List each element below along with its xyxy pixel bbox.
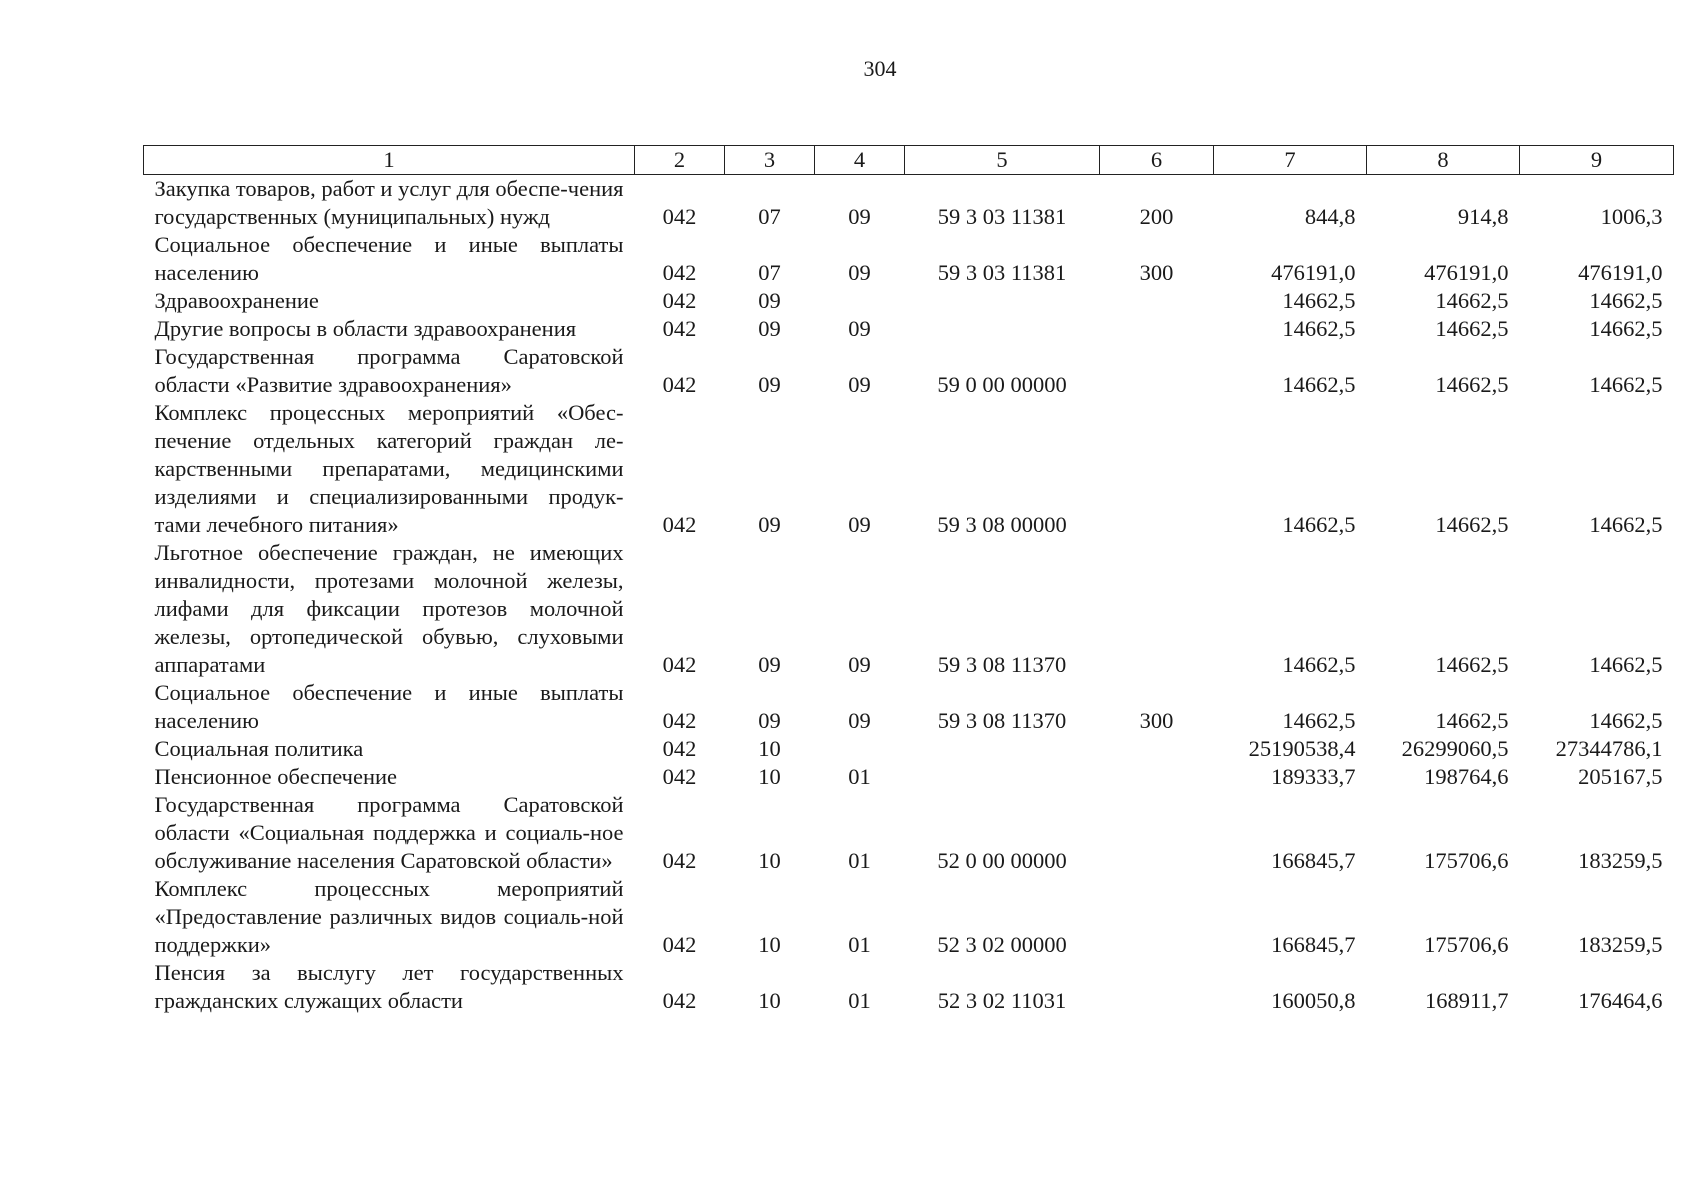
page-number: 304 [863, 56, 897, 81]
row-gr-cell: 042 [662, 764, 697, 789]
row-year2-cell: 198764,6 [1424, 764, 1509, 789]
row-rz-cell: 10 [758, 764, 781, 789]
table-row [144, 791, 1674, 875]
row-name-cell: Другие вопросы в области здравоохранения [154, 316, 577, 341]
row-rz-cell: 09 [758, 316, 781, 341]
table-row [144, 735, 1674, 763]
row-name-cell: Государственная программа Саратовской области «Развитие здравоохранения» [154, 344, 624, 397]
row-name-cell: Комплекс процессных мероприятий «Обес-печение отдельных категорий граждан ле-карственными препаратами, медицинскими изделиями и специализированными продук-тами лечебного питания» [154, 400, 624, 537]
table-row [144, 679, 1674, 735]
header-col-9: 9 [1520, 146, 1674, 175]
row-year1-cell: 14662,5 [1282, 288, 1356, 313]
table-row [144, 399, 1674, 539]
row-year2-cell: 175706,6 [1424, 848, 1509, 873]
row-rz-cell: 10 [758, 932, 781, 957]
row-year1-cell: 166845,7 [1271, 848, 1356, 873]
row-pr-cell [815, 735, 905, 763]
row-year2-cell: 168911,7 [1424, 988, 1509, 1013]
header-col-6: 6 [1100, 146, 1214, 175]
row-year1-cell: 844,8 [1304, 204, 1356, 229]
header-col-7: 7 [1214, 146, 1367, 175]
row-gr-cell: 042 [662, 652, 697, 677]
row-vr-cell [1100, 287, 1214, 315]
row-gr-cell: 042 [662, 708, 697, 733]
header-col-8: 8 [1367, 146, 1520, 175]
row-gr-cell: 042 [662, 372, 697, 397]
row-year3-cell: 476191,0 [1578, 260, 1663, 285]
row-vr-cell [1100, 399, 1214, 539]
row-year3-cell: 14662,5 [1589, 708, 1663, 733]
table-row [144, 175, 1674, 232]
row-pr-cell: 09 [848, 316, 871, 341]
row-rz-cell: 10 [758, 848, 781, 873]
table-header [144, 146, 1674, 175]
row-year1-cell: 476191,0 [1271, 260, 1356, 285]
row-year1-cell: 166845,7 [1271, 932, 1356, 957]
row-csr-cell [905, 315, 1100, 343]
row-year1-cell: 14662,5 [1282, 316, 1356, 341]
table-row [144, 231, 1674, 287]
table-row [144, 315, 1674, 343]
row-vr-cell [1100, 791, 1214, 875]
row-year1-cell: 14662,5 [1282, 708, 1356, 733]
row-vr-cell [1100, 959, 1214, 1015]
row-year3-cell: 183259,5 [1578, 932, 1663, 957]
table-row [144, 763, 1674, 791]
row-rz-cell: 09 [758, 708, 781, 733]
header-row [144, 146, 1674, 175]
row-year2-cell: 14662,5 [1435, 708, 1509, 733]
row-year1-cell: 189333,7 [1271, 764, 1356, 789]
table-row [144, 287, 1674, 315]
row-pr-cell: 09 [848, 204, 871, 229]
row-year3-cell: 14662,5 [1589, 316, 1663, 341]
row-pr-cell: 01 [848, 848, 871, 873]
row-name-cell: Льготное обеспечение граждан, не имеющих инвалидности, протезами молочной железы, лифами для фиксации протезов молочной железы, ортопедической обувью, слуховыми аппаратами [154, 540, 624, 677]
row-gr-cell: 042 [662, 288, 697, 313]
row-csr-cell [905, 287, 1100, 315]
row-gr-cell: 042 [662, 316, 697, 341]
row-year3-cell: 14662,5 [1589, 288, 1663, 313]
row-vr-cell: 200 [1139, 204, 1174, 229]
table-row [144, 343, 1674, 399]
row-csr-cell: 52 0 00 00000 [937, 848, 1067, 873]
header-col-4: 4 [815, 146, 905, 175]
row-year2-cell: 175706,6 [1424, 932, 1509, 957]
row-year1-cell: 14662,5 [1282, 372, 1356, 397]
row-rz-cell: 10 [758, 988, 781, 1013]
row-vr-cell [1100, 343, 1214, 399]
row-vr-cell: 300 [1139, 260, 1174, 285]
row-year2-cell: 14662,5 [1435, 512, 1509, 537]
row-csr-cell [905, 763, 1100, 791]
row-name-cell: Комплекс процессных мероприятий «Предоставление различных видов социаль-ной поддержки» [154, 876, 624, 957]
row-csr-cell: 59 3 08 11370 [937, 708, 1067, 733]
row-gr-cell: 042 [662, 932, 697, 957]
row-csr-cell: 52 3 02 11031 [937, 988, 1067, 1013]
row-name-cell: Социальная политика [154, 736, 364, 761]
header-col-5: 5 [905, 146, 1100, 175]
header-col-3: 3 [725, 146, 815, 175]
row-year3-cell: 176464,6 [1578, 988, 1663, 1013]
row-csr-cell: 59 3 08 11370 [937, 652, 1067, 677]
header-col-2: 2 [635, 146, 725, 175]
row-pr-cell: 09 [848, 512, 871, 537]
row-year2-cell: 26299060,5 [1401, 736, 1509, 761]
row-csr-cell [905, 735, 1100, 763]
header-col-1: 1 [144, 146, 635, 175]
row-name-cell: Пенсия за выслугу лет государственных гражданских служащих области [154, 960, 624, 1013]
row-pr-cell: 01 [848, 764, 871, 789]
row-rz-cell: 07 [758, 260, 781, 285]
row-year2-cell: 14662,5 [1435, 288, 1509, 313]
row-pr-cell: 09 [848, 372, 871, 397]
row-year2-cell: 14662,5 [1435, 372, 1509, 397]
row-name-cell: Здравоохранение [154, 288, 319, 313]
row-vr-cell [1100, 539, 1214, 679]
budget-table [143, 145, 1674, 1015]
row-name-cell: Закупка товаров, работ и услуг для обеспе-чения государственных (муниципальных) нужд [154, 176, 624, 229]
row-year1-cell: 25190538,4 [1248, 736, 1356, 761]
row-name-cell: Государственная программа Саратовской области «Социальная поддержка и социаль-ное обслуживание населения Саратовской области» [154, 792, 624, 873]
row-name-cell: Социальное обеспечение и иные выплаты населению [154, 680, 624, 733]
row-vr-cell [1100, 735, 1214, 763]
row-year3-cell: 1006,3 [1600, 204, 1663, 229]
row-pr-cell: 09 [848, 260, 871, 285]
row-pr-cell: 01 [848, 988, 871, 1013]
table-row [144, 539, 1674, 679]
row-csr-cell: 52 3 02 00000 [937, 932, 1067, 957]
row-year1-cell: 14662,5 [1282, 652, 1356, 677]
row-csr-cell: 59 3 03 11381 [937, 204, 1067, 229]
row-year1-cell: 14662,5 [1282, 512, 1356, 537]
table-row [144, 959, 1674, 1015]
row-vr-cell [1100, 763, 1214, 791]
table-row [144, 875, 1674, 959]
row-rz-cell: 09 [758, 652, 781, 677]
row-year3-cell: 205167,5 [1578, 764, 1663, 789]
row-gr-cell: 042 [662, 204, 697, 229]
row-year3-cell: 14662,5 [1589, 652, 1663, 677]
row-vr-cell [1100, 315, 1214, 343]
row-year3-cell: 14662,5 [1589, 372, 1663, 397]
row-year3-cell: 27344786,1 [1555, 736, 1663, 761]
table-body [144, 175, 1674, 1016]
row-year3-cell: 183259,5 [1578, 848, 1663, 873]
row-gr-cell: 042 [662, 512, 697, 537]
row-rz-cell: 09 [758, 372, 781, 397]
row-csr-cell: 59 0 00 00000 [937, 372, 1067, 397]
row-name-cell: Социальное обеспечение и иные выплаты населению [154, 232, 624, 285]
row-pr-cell [815, 287, 905, 315]
row-gr-cell: 042 [662, 260, 697, 285]
row-rz-cell: 07 [758, 204, 781, 229]
row-vr-cell [1100, 875, 1214, 959]
row-year3-cell: 14662,5 [1589, 512, 1663, 537]
row-pr-cell: 09 [848, 652, 871, 677]
row-year2-cell: 14662,5 [1435, 316, 1509, 341]
row-rz-cell: 09 [758, 512, 781, 537]
row-csr-cell: 59 3 03 11381 [937, 260, 1067, 285]
row-gr-cell: 042 [662, 736, 697, 761]
row-year2-cell: 476191,0 [1424, 260, 1509, 285]
row-name-cell: Пенсионное обеспечение [154, 764, 398, 789]
row-csr-cell: 59 3 08 00000 [937, 512, 1067, 537]
row-gr-cell: 042 [662, 988, 697, 1013]
row-rz-cell: 10 [758, 736, 781, 761]
row-pr-cell: 09 [848, 708, 871, 733]
row-pr-cell: 01 [848, 932, 871, 957]
row-year2-cell: 14662,5 [1435, 652, 1509, 677]
row-year1-cell: 160050,8 [1271, 988, 1356, 1013]
row-year2-cell: 914,8 [1457, 204, 1509, 229]
row-gr-cell: 042 [662, 848, 697, 873]
row-vr-cell: 300 [1139, 708, 1174, 733]
row-rz-cell: 09 [758, 288, 781, 313]
